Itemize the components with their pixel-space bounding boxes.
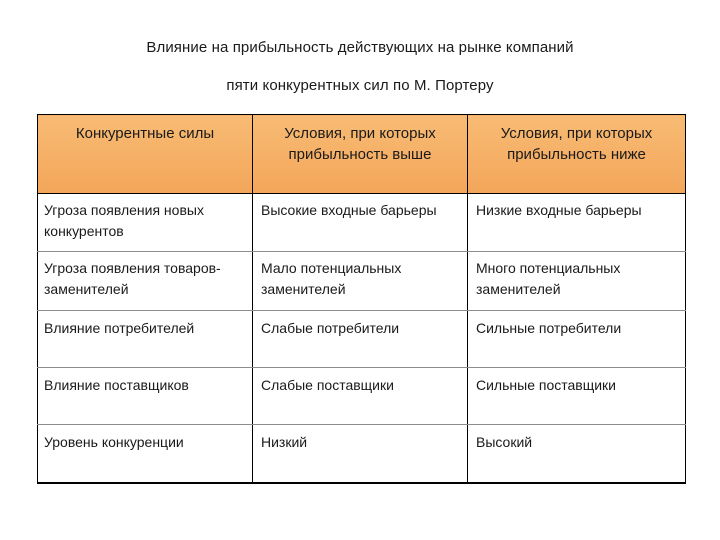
row-force-cell: Угроза появления товаров-заменителей	[38, 252, 253, 311]
slide-title-line-1: Влияние на прибыльность действующих на рынке компаний	[146, 39, 574, 56]
table-row	[38, 252, 686, 311]
row-force-cell: Влияние поставщиков	[38, 368, 253, 425]
row-higher-cell: Слабые поставщики	[253, 368, 468, 425]
row-force-cell: Влияние потребителей	[38, 311, 253, 368]
table-row	[38, 368, 686, 425]
row-higher-cell: Слабые потребители	[253, 311, 468, 368]
table-row	[38, 311, 686, 368]
row-lower-cell: Много потенциальных заменителей	[468, 252, 686, 311]
table-row	[38, 425, 686, 483]
table-row	[38, 194, 686, 252]
header-conditions-higher-profit: Условия, при которых прибыльность выше	[253, 115, 468, 194]
slide-title-line-2: пяти конкурентных сил по М. Портеру	[226, 77, 494, 94]
row-force-cell: Угроза появления новых конкурентов	[38, 194, 253, 252]
row-lower-cell: Низкие входные барьеры	[468, 194, 686, 252]
row-higher-cell: Высокие входные барьеры	[253, 194, 468, 252]
row-higher-cell: Мало потенциальных заменителей	[253, 252, 468, 311]
porter-forces-table	[37, 114, 686, 484]
header-conditions-lower-profit: Условия, при которых прибыльность ниже	[468, 115, 686, 194]
row-lower-cell: Сильные поставщики	[468, 368, 686, 425]
row-force-cell: Уровень конкуренции	[38, 425, 253, 483]
row-lower-cell: Высокий	[468, 425, 686, 483]
row-higher-cell: Низкий	[253, 425, 468, 483]
row-lower-cell: Сильные потребители	[468, 311, 686, 368]
table-header-row	[38, 115, 686, 194]
header-competitive-forces: Конкурентные силы	[38, 115, 253, 194]
